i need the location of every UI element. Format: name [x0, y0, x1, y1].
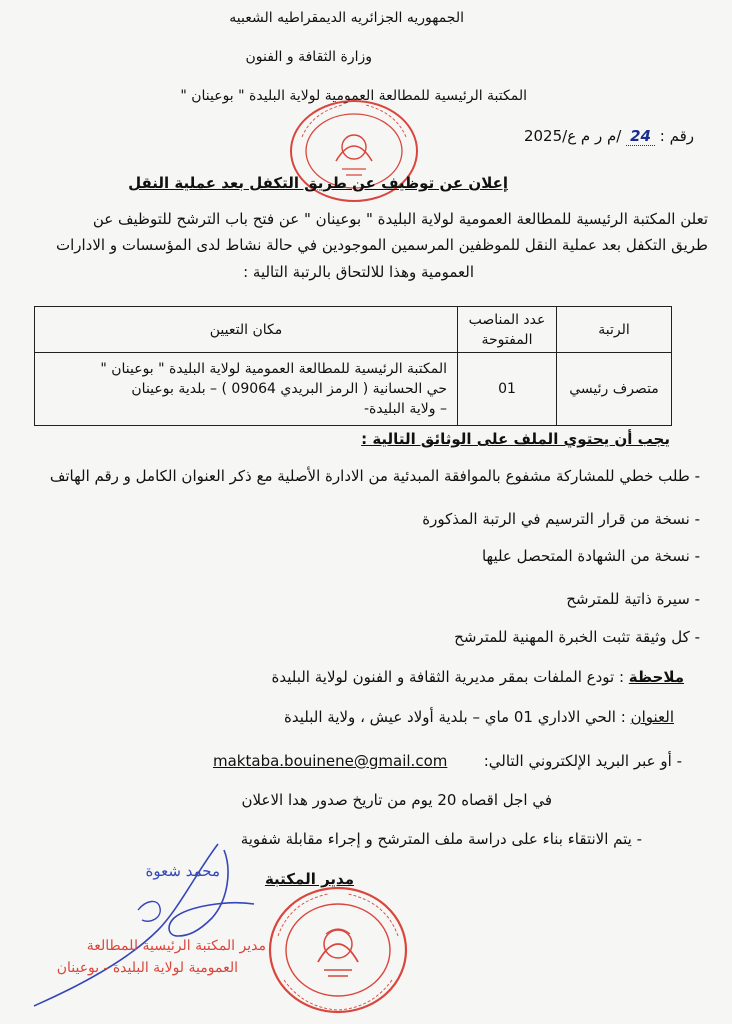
reference-suffix: /م ر م ع/2025	[523, 127, 622, 145]
library-title: المكتبة الرئيسية للمطالعة العمومية لولاية البليدة " بوعينان "	[180, 88, 527, 104]
header-place: مكان التعيين	[35, 307, 458, 353]
deadline-text: في اجل اقصاه 20 يوم من تاريخ صدور هدا الاعلان	[241, 791, 552, 809]
document-item: - نسخة من قرار الترسيم في الرتبة المذكورة	[422, 510, 700, 528]
signature-stamp-line-2: العمومية لولاية البليدة - بوعينان	[56, 960, 238, 976]
address-line	[284, 708, 674, 726]
document-item: - نسخة من الشهادة المتحصل عليها	[481, 547, 700, 565]
announcement-title: إعلان عن توظيف عن طريق التكفل بعد عملية النقل	[128, 174, 508, 192]
header-rank: الرتبة	[557, 307, 672, 353]
cell-positions: 01	[458, 353, 557, 426]
email-link[interactable]: maktaba.bouinene@gmail.com	[213, 752, 448, 770]
cell-place-line-1: المكتبة الرئيسية للمطالعة العمومية لولاية البليدة " بوعينان "	[100, 361, 447, 377]
signature-name: محمد شعوة	[145, 862, 220, 880]
reference-number: 24	[626, 127, 655, 146]
email-label: - أو عبر البريد الإلكتروني التالي:	[483, 752, 682, 770]
reference-line	[524, 127, 694, 145]
intro-line-3: العمومية وهذا للالتحاق بالرتبة التالية :	[243, 263, 474, 281]
document-item: - طلب خطي للمشاركة مشفوع بالموافقة المبدئية من الادارة الأصلية مع ذكر العنوان الكامل و رقم الهاتف	[49, 467, 700, 485]
note-line	[271, 668, 684, 686]
table-row	[35, 353, 672, 426]
header-positions	[458, 307, 557, 353]
republic-title: الجمهوريه الجزائريه الديمقراطيه الشعبيه	[229, 10, 464, 26]
header-positions-line-2: المفتوحة	[481, 331, 533, 348]
documents-heading: يجب أن يحتوي الملف على الوثائق التالية :	[361, 430, 670, 448]
cell-place-line-2: حي الحسانية ( الرمز البريدي 09064 ) – بلدية بوعينان	[131, 381, 447, 397]
reference-label: رقم :	[659, 127, 694, 145]
selection-text: - يتم الانتقاء بناء على دراسة ملف المترشح و إجراء مقابلة شفوية	[240, 830, 642, 848]
header-positions-line-1: عدد المناصب	[468, 311, 546, 328]
note-text: : تودع الملفات بمقر مديرية الثقافة و الفنون لولاية البليدة	[271, 668, 625, 686]
note-label: ملاحظة	[628, 668, 684, 686]
official-stamp-bottom	[264, 884, 412, 1016]
address-label: العنوان	[630, 708, 674, 726]
intro-line-2: طريق التكفل بعد عملية النقل للموظفين المرسمين الموجودين في حالة نشاط لدى المؤسسات و الادارات	[55, 236, 708, 254]
table-header-row	[35, 307, 672, 353]
cell-place	[35, 353, 458, 426]
intro-line-1: تعلن المكتبة الرئيسية للمطالعة العمومية لولاية البليدة " بوعينان " عن فتح باب الترشح للتوظيف عن	[92, 210, 708, 228]
ministry-title: وزارة الثقافة و الفنون	[245, 49, 372, 65]
cell-rank: متصرف رئيسي	[557, 353, 672, 426]
positions-table	[34, 306, 672, 426]
cell-place-line-3: – ولاية البليدة-	[363, 401, 447, 417]
director-title: مدير المكتبة	[264, 870, 354, 888]
signature-stamp-line-1: مدير المكتبة الرئيسية للمطالعة	[86, 938, 266, 954]
document-item: - كل وثيقة تثبت الخبرة المهنية للمترشح	[454, 628, 700, 646]
document-item: - سيرة ذاتية للمترشح	[566, 590, 700, 608]
address-text: : الحي الاداري 01 ماي – بلدية أولاد عيش ، ولاية البليدة	[284, 708, 626, 726]
